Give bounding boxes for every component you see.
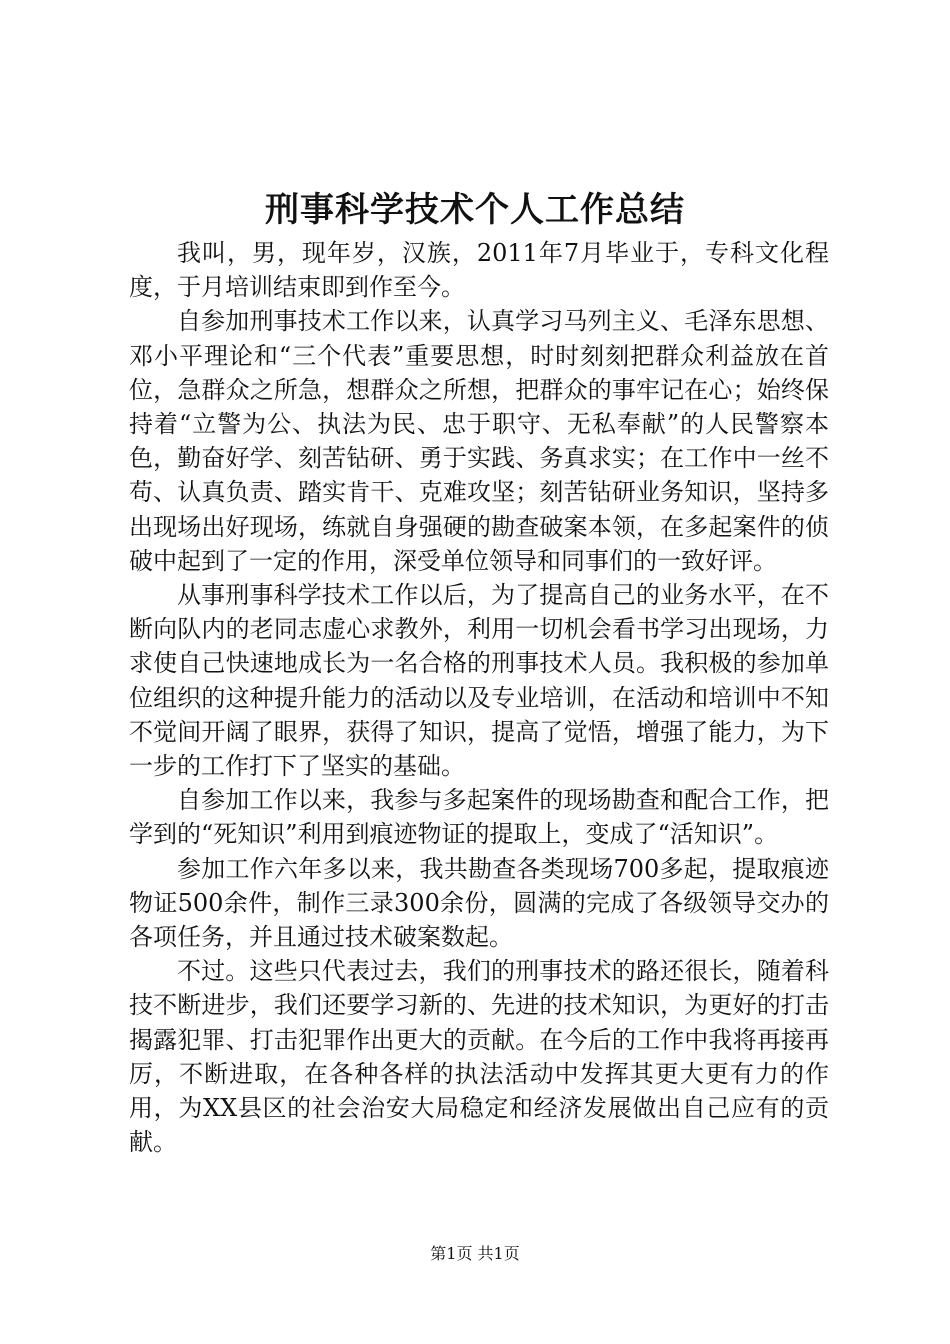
paragraph: 自参加工作以来，我参与多起案件的现场勘查和配合工作，把学到的“死知识”利用到痕迹物证的提取上，变成了“活知识”。 xyxy=(129,786,829,849)
paragraph: 从事刑事科学技术工作以后，为了提高自己的业务水平，在不断向队内的老同志虚心求教外，利用一切机会看书学习出现场，力求使自己快速地成长为一名合格的刑事技术人员。我积极的参加单位组织的这种提升能力的活动以及专业培训，在活动和培训中不知不觉间开阔了眼界，获得了知识，提高了觉悟，增强了能力，为下一步的工作打下了坚实的基础。 xyxy=(129,581,829,781)
paragraph: 不过。这些只代表过去，我们的刑事技术的路还很长，随着科技不断进步，我们还要学习新的、先进的技术知识，为更好的打击揭露犯罪、打击犯罪作出更大的贡献。在今后的工作中我将再接再厉，不断进取，在各种各样的执法活动中发挥其更大更有力的作用，为XX县区的社会治安大局稳定和经济发展做出自己应有的贡献。 xyxy=(129,957,829,1157)
document-title: 刑事科学技术个人工作总结 xyxy=(265,190,685,230)
document-body xyxy=(129,236,829,1159)
paragraph: 参加工作六年多以来，我共勘查各类现场700多起，提取痕迹物证500余件，制作三录300余份，圆满的完成了各级领导交办的各项任务，并且通过技术破案数起。 xyxy=(129,854,829,952)
paragraph: 我叫，男，现年岁，汉族，2011年7月毕业于，专科文化程度，于月培训结束即到作至今。 xyxy=(129,239,829,302)
paragraph: 自参加刑事技术工作以来，认真学习马列主义、毛泽东思想、邓小平理论和“三个代表”重要思想，时时刻刻把群众利益放在首位，急群众之所急，想群众之所想，把群众的事牢记在心；始终保持着“立警为公、执法为民、忠于职守、无私奉献”的人民警察本色，勤奋好学、刻苦钻研、勇于实践、务真求实；在工作中一丝不苟、认真负责、踏实肯干、克难攻坚；刻苦钻研业务知识，坚持多出现场出好现场，练就自身强硬的勘查破案本领，在多起案件的侦破中起到了一定的作用，深受单位领导和同事们的一致好评。 xyxy=(129,307,829,575)
page-number-footer: 第1页 共1页 xyxy=(430,1244,520,1263)
